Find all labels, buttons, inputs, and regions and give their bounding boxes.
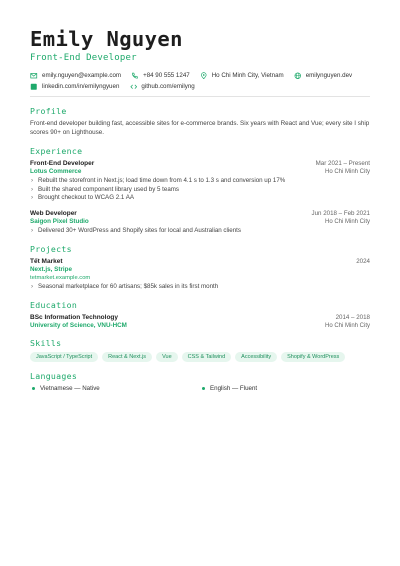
- linkedin-icon: [30, 83, 38, 90]
- contact-list: [30, 72, 370, 90]
- contact-email[interactable]: [30, 72, 121, 79]
- job-location: Ho Chi Minh City: [324, 218, 370, 225]
- skill-chip: Accessibility: [235, 352, 277, 362]
- degree: BSc Information Technology: [30, 314, 118, 321]
- header-divider: [30, 96, 370, 97]
- projects-section: [30, 244, 370, 291]
- language-text: Vietnamese — Native: [40, 385, 100, 392]
- skills-section: [30, 338, 370, 362]
- job-dates: Jun 2018 – Feb 2021: [311, 209, 370, 217]
- globe-icon: [294, 72, 302, 79]
- experience-heading: Experience: [30, 146, 83, 156]
- skill-chip: Shopify & WordPress: [281, 352, 345, 362]
- bullet-item: › Brought checkout to WCAG 2.1 AA: [30, 194, 370, 203]
- education-dates: 2014 – 2018: [335, 314, 370, 321]
- candidate-name: Emily Nguyen: [30, 27, 183, 51]
- projects-heading: Projects: [30, 244, 72, 254]
- project-entry: [30, 258, 370, 291]
- education-heading: Education: [30, 300, 78, 310]
- education-section: [30, 300, 370, 329]
- profile-section: [30, 106, 370, 137]
- bullet-item: › Rebuilt the storefront in Next.js; load time down from 4.1 s to 1.3 s and conversion up 17%: [30, 177, 370, 186]
- bullet-dot-icon: [202, 387, 205, 390]
- contact-phone-text: +84 90 555 1247: [143, 72, 190, 79]
- skill-chips: [30, 352, 370, 362]
- phone-icon: [131, 72, 139, 79]
- project-tech: Next.js, Stripe: [30, 266, 72, 273]
- job-title: Front-End Developer: [30, 160, 95, 167]
- languages-section: [30, 371, 370, 392]
- profile-text: Front-end developer building fast, accessible sites for e-commerce brands. Six years with React and Vue; every site I ship scores 90+ on Lighthouse.: [30, 120, 370, 136]
- job-bullets: [30, 177, 370, 203]
- contact-github[interactable]: [129, 83, 194, 90]
- bullet-item: › Delivered 30+ WordPress and Shopify sites for local and Australian clients: [30, 227, 370, 236]
- language-list: [30, 385, 370, 392]
- code-icon: [129, 83, 137, 90]
- experience-section: [30, 146, 370, 235]
- employer: Lotus Commerce: [30, 168, 82, 175]
- contact-linkedin-text: linkedin.com/in/emilyngyuen: [42, 83, 120, 90]
- project-date: 2024: [356, 258, 370, 265]
- language-text: English — Fluent: [210, 385, 258, 392]
- language-item: [30, 385, 200, 392]
- languages-heading: Languages: [30, 371, 78, 381]
- contact-phone[interactable]: [131, 72, 190, 79]
- bullet-dot-icon: [32, 387, 35, 390]
- bullet-item: › Built the shared component library used by 5 teams: [30, 186, 370, 195]
- experience-entry: [30, 210, 370, 236]
- school-location: Ho Chi Minh City: [324, 323, 370, 329]
- experience-entry: [30, 160, 370, 203]
- location-pin-icon: [200, 72, 208, 79]
- contact-linkedin[interactable]: [30, 83, 119, 90]
- job-bullets: [30, 227, 370, 236]
- contact-location: [200, 72, 284, 79]
- education-entry: [30, 314, 370, 329]
- job-location: Ho Chi Minh City: [324, 169, 370, 175]
- contact-website-text: emilynguyen.dev: [305, 72, 353, 79]
- bullet-item: › Seasonal marketplace for 60 artisans; $85k sales in its first month: [30, 283, 370, 292]
- contact-location-text: Ho Chi Minh City, Vietnam: [211, 72, 284, 79]
- employer: Saigon Pixel Studio: [30, 217, 89, 225]
- project-title: Tết Market: [30, 258, 63, 265]
- skill-chip: JavaScript / TypeScript: [30, 352, 98, 362]
- skill-chip: React & Next.js: [102, 352, 152, 362]
- candidate-role: Front-End Developer: [30, 53, 137, 63]
- mail-icon: [30, 72, 38, 79]
- language-item: [200, 385, 370, 392]
- skill-chip: CSS & Tailwind: [182, 352, 232, 362]
- contact-website[interactable]: [294, 72, 352, 79]
- skills-heading: Skills: [30, 338, 62, 348]
- skill-chip: Vue: [156, 352, 178, 362]
- profile-heading: Profile: [30, 106, 67, 116]
- contact-github-text: github.com/emilyng: [141, 83, 195, 90]
- contact-email-text: emily.nguyen@example.com: [42, 72, 122, 79]
- school: University of Science, VNU-HCM: [30, 322, 127, 329]
- job-title: Web Developer: [30, 209, 77, 217]
- resume-header: [30, 28, 370, 97]
- project-link[interactable]: tetmarket.example.com: [30, 274, 91, 281]
- job-dates: Mar 2021 – Present: [315, 160, 370, 167]
- project-bullets: [30, 283, 370, 292]
